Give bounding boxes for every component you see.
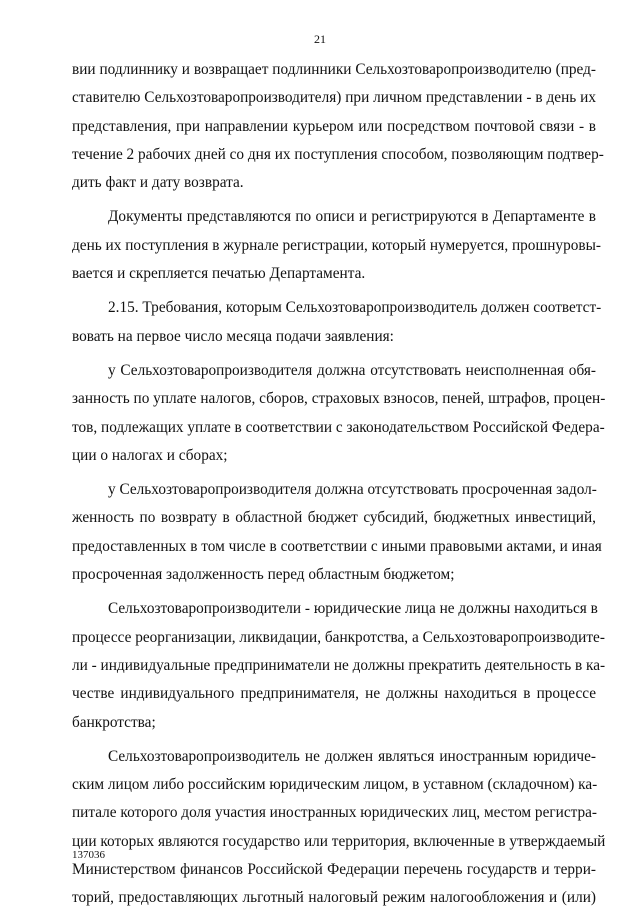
- text-line: Документы представляются по описи и регистрируются в Департаменте в: [108, 208, 596, 226]
- page-number: 21: [314, 32, 326, 46]
- text-line: честве индивидуального предпринимателя, не должны находиться в процессе: [72, 685, 596, 703]
- text-line: дить факт и дату возврата.: [72, 174, 244, 192]
- paragraph: [72, 203, 601, 288]
- text-line: течение 2 рабочих дней со дня их поступления способом, позволяющим подтвер-: [72, 145, 604, 163]
- text-line: тов, подлежащих уплате в соответствии с законодательством Российской Федера-: [72, 418, 605, 436]
- text-line: вовать на первое число месяца подачи заявления:: [72, 327, 394, 345]
- paragraph: [72, 294, 602, 351]
- text-line: ли - индивидуальные предприниматели не должны прекратить деятельность в ка-: [72, 656, 606, 674]
- text-line: просроченная задолженность перед областным бюджетом;: [72, 566, 455, 584]
- paragraph: [72, 476, 602, 589]
- paragraph: [72, 743, 606, 913]
- text-line: Сельхозтоваропроизводители - юридические лица не должны находиться в: [108, 600, 598, 618]
- text-line: Министерством финансов Российской Федерации перечень государств и терри-: [72, 861, 596, 879]
- text-line: у Сельхозтоваропроизводителя должна отсутствовать неисполненная обя-: [108, 361, 596, 379]
- text-line: представления, при направлении курьером или посредством почтовой связи - в: [72, 117, 596, 135]
- text-line: банкротства;: [72, 713, 156, 731]
- paragraph: [72, 357, 606, 470]
- paragraph: [72, 56, 604, 197]
- text-line: Сельхозтоваропроизводитель не должен являться иностранным юридиче-: [108, 747, 596, 765]
- text-line: ским лицом либо российским юридическим лицом, в уставном (складочном) ка-: [72, 776, 598, 794]
- text-line: предоставленных в том числе в соответствии с иными правовыми актами, и иная: [72, 537, 602, 555]
- text-line: ции о налогах и сборах;: [72, 446, 228, 464]
- text-line: вается и скрепляется печатью Департамента.: [72, 265, 366, 283]
- text-line: процессе реорганизации, ликвидации, банкротства, а Сельхозтоваропроизводите-: [72, 628, 605, 646]
- document-code: 137036: [72, 849, 105, 861]
- text-line: у Сельхозтоваропроизводителя должна отсутствовать просроченная задол-: [108, 481, 597, 499]
- text-line: женность по возврату в областной бюджет субсидий, бюджетных инвестиций,: [72, 509, 596, 527]
- text-line: питале которого доля участия иностранных юридических лиц, местом регистра-: [72, 804, 598, 822]
- paragraph: [72, 595, 606, 736]
- text-line: ставителю Сельхозтоваропроизводителя) при личном представлении - в день их: [72, 89, 596, 107]
- text-line: торий, предоставляющих льготный налоговый режим налогообложения и (или): [72, 889, 596, 907]
- text-line: занность по уплате налогов, сборов, страховых взносов, пеней, штрафов, процен-: [72, 390, 606, 408]
- text-line: вии подлиннику и возвращает подлинники Сельхозтоваропроизводителю (пред-: [72, 61, 596, 78]
- text-line: 2.15. Требования, которым Сельхозтоваропроизводитель должен соответст-: [108, 299, 602, 317]
- text-line: день их поступления в журнале регистрации, который нумеруется, прошнуровы-: [72, 236, 601, 254]
- document-body: [72, 56, 606, 913]
- text-line: ции которых являются государство или территория, включенные в утверждаемый: [72, 832, 606, 850]
